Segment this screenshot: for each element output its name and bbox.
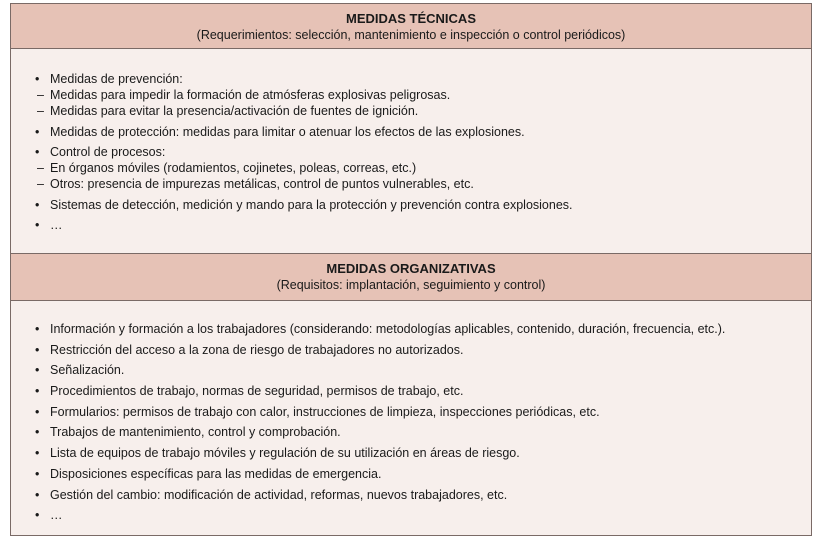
list-item-text: Restricción del acceso a la zona de riesgo de trabajadores no autorizados. xyxy=(50,342,464,357)
bullet-icon: • xyxy=(35,384,40,399)
list-item xyxy=(35,383,811,399)
bullet-icon: • xyxy=(35,124,40,139)
sub-item xyxy=(37,160,811,176)
organizational-measures-list xyxy=(11,321,811,523)
list-item xyxy=(35,507,811,523)
list-item xyxy=(35,424,811,440)
list-item xyxy=(35,217,811,233)
list-item-text: Disposiciones específicas para las medidas de emergencia. xyxy=(50,466,382,481)
list-item-text: Sistemas de detección, medición y mando para la protección y prevención contra explosiones. xyxy=(50,197,573,212)
list-item-text: Información y formación a los trabajadores (considerando: metodologías aplicables, contenido, duración, frecuencia, etc.). xyxy=(50,322,726,336)
sub-list xyxy=(37,87,811,119)
bullet-icon: • xyxy=(35,487,40,502)
bullet-icon: • xyxy=(35,322,40,336)
list-item xyxy=(35,144,811,192)
organizational-measures-subtitle: (Requisitos: implantación, seguimiento y control) xyxy=(276,278,546,292)
list-item xyxy=(35,487,811,503)
bullet-icon: • xyxy=(35,72,40,86)
bullet-icon: • xyxy=(35,446,40,461)
bullet-icon: • xyxy=(35,404,40,419)
measures-table xyxy=(10,3,812,536)
list-item xyxy=(35,445,811,461)
list-item-text: Gestión del cambio: modificación de actividad, reformas, nuevos trabajadores, etc. xyxy=(50,487,508,502)
list-item xyxy=(35,71,811,119)
list-item-text: Control de procesos: xyxy=(50,145,166,159)
list-item xyxy=(35,362,811,378)
organizational-measures-section xyxy=(11,254,811,535)
list-item-text: … xyxy=(50,218,63,232)
list-item xyxy=(35,466,811,482)
list-item-text: Señalización. xyxy=(50,363,125,378)
sub-item-text: Medidas para impedir la formación de atmósferas explosivas peligrosas. xyxy=(50,88,451,102)
list-item xyxy=(35,342,811,358)
organizational-measures-header xyxy=(11,254,811,301)
list-item-text: Trabajos de mantenimiento, control y comprobación. xyxy=(50,425,341,440)
list-item-text: Procedimientos de trabajo, normas de seguridad, permisos de trabajo, etc. xyxy=(50,384,464,399)
sub-item xyxy=(37,103,811,119)
list-item-text: … xyxy=(50,508,63,523)
dash-icon: – xyxy=(37,88,44,102)
bullet-icon: • xyxy=(35,363,40,378)
list-item-text: Formularios: permisos de trabajo con calor, instrucciones de limpieza, inspecciones periódicas, etc. xyxy=(50,404,600,419)
list-item-text: Medidas de protección: medidas para limitar o atenuar los efectos de las explosiones. xyxy=(50,124,525,139)
organizational-measures-body xyxy=(11,301,811,535)
sub-item-text: Otros: presencia de impurezas metálicas, control de puntos vulnerables, etc. xyxy=(50,177,474,191)
sub-item-text: Medidas para evitar la presencia/activación de fuentes de ignición. xyxy=(50,104,419,118)
technical-measures-title: MEDIDAS TÉCNICAS xyxy=(345,11,476,26)
bullet-icon: • xyxy=(35,218,40,232)
bullet-icon: • xyxy=(35,197,40,212)
bullet-icon: • xyxy=(35,425,40,440)
technical-measures-list xyxy=(11,71,811,233)
bullet-icon: • xyxy=(35,466,40,481)
technical-measures-section xyxy=(11,4,811,254)
list-item xyxy=(35,321,811,337)
list-item xyxy=(35,197,811,213)
technical-measures-subtitle: (Requerimientos: selección, mantenimiento e inspección o control periódicos) xyxy=(196,28,626,42)
bullet-icon: • xyxy=(35,145,40,159)
bullet-icon: • xyxy=(35,508,40,523)
list-item xyxy=(35,124,811,140)
technical-measures-body xyxy=(11,49,811,253)
sub-item-text: En órganos móviles (rodamientos, cojinetes, poleas, correas, etc.) xyxy=(50,161,417,175)
sub-list xyxy=(37,160,811,192)
sub-item xyxy=(37,87,811,103)
dash-icon: – xyxy=(37,104,44,118)
dash-icon: – xyxy=(37,177,44,191)
list-item-text: Medidas de prevención: xyxy=(50,72,183,86)
organizational-measures-title: MEDIDAS ORGANIZATIVAS xyxy=(326,261,496,276)
sub-item xyxy=(37,176,811,192)
list-item-text: Lista de equipos de trabajo móviles y regulación de su utilización en áreas de riesgo. xyxy=(50,446,520,461)
technical-measures-header xyxy=(11,4,811,49)
bullet-icon: • xyxy=(35,342,40,357)
list-item xyxy=(35,404,811,420)
dash-icon: – xyxy=(37,161,44,175)
